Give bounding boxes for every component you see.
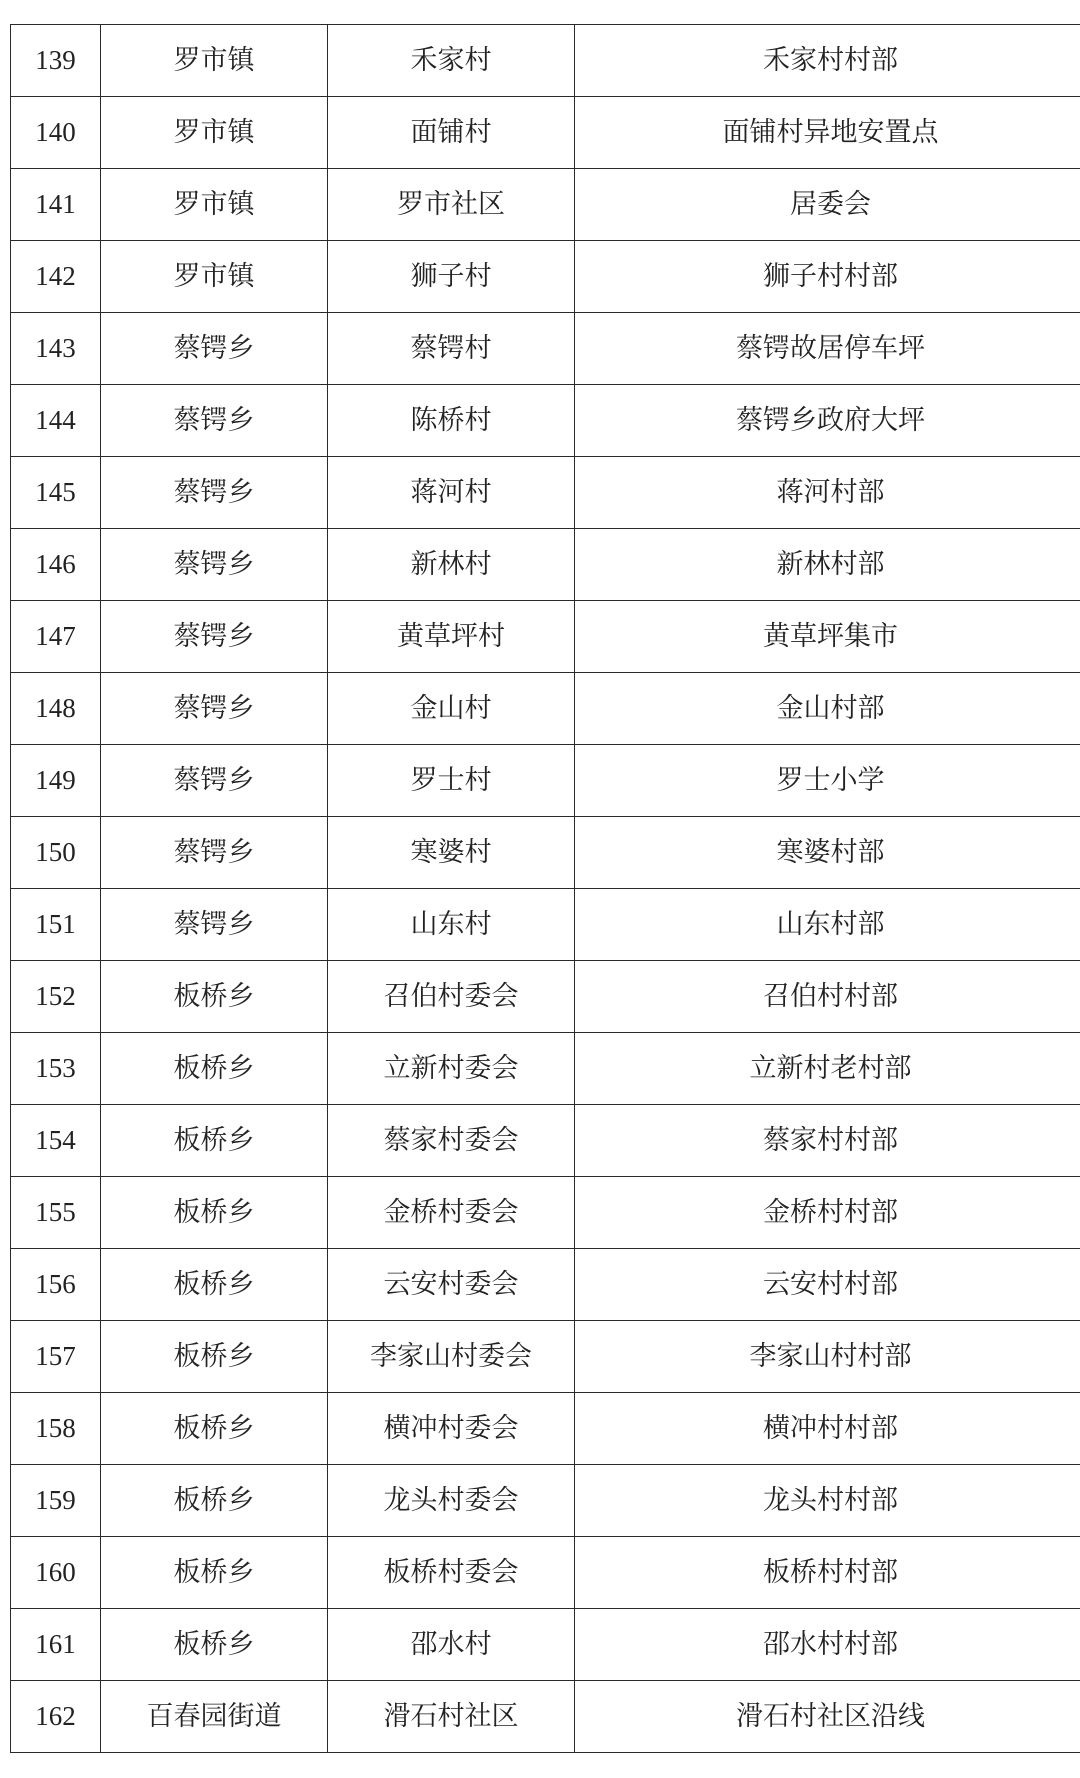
row-number-cell: 157 (11, 1321, 101, 1393)
village-cell: 罗士村 (328, 745, 575, 817)
table-row (11, 1105, 1080, 1177)
site-cell: 罗士小学 (575, 745, 1080, 817)
village-cell: 蔡锷村 (328, 313, 575, 385)
site-cell: 黄草坪集市 (575, 601, 1080, 673)
row-number-cell: 150 (11, 817, 101, 889)
township-cell: 板桥乡 (101, 961, 328, 1033)
village-cell: 面铺村 (328, 97, 575, 169)
row-number-cell: 152 (11, 961, 101, 1033)
row-number-cell: 143 (11, 313, 101, 385)
row-number-cell: 153 (11, 1033, 101, 1105)
row-number-cell: 154 (11, 1105, 101, 1177)
table-row (11, 385, 1080, 457)
table-row (11, 889, 1080, 961)
village-cell: 龙头村委会 (328, 1465, 575, 1537)
village-cell: 黄草坪村 (328, 601, 575, 673)
row-number-cell: 160 (11, 1537, 101, 1609)
table-row (11, 313, 1080, 385)
township-cell: 罗市镇 (101, 169, 328, 241)
table-row (11, 673, 1080, 745)
site-cell: 板桥村村部 (575, 1537, 1080, 1609)
township-cell: 蔡锷乡 (101, 385, 328, 457)
township-cell: 蔡锷乡 (101, 673, 328, 745)
table-row (11, 745, 1080, 817)
table-row (11, 1177, 1080, 1249)
village-cell: 横冲村委会 (328, 1393, 575, 1465)
village-cell: 禾家村 (328, 25, 575, 97)
township-cell: 板桥乡 (101, 1609, 328, 1681)
site-cell: 狮子村村部 (575, 241, 1080, 313)
table-row (11, 25, 1080, 97)
table-row (11, 529, 1080, 601)
site-cell: 居委会 (575, 169, 1080, 241)
township-cell: 板桥乡 (101, 1105, 328, 1177)
site-cell: 蒋河村部 (575, 457, 1080, 529)
township-cell: 板桥乡 (101, 1249, 328, 1321)
village-cell: 蔡家村委会 (328, 1105, 575, 1177)
table-row (11, 169, 1080, 241)
row-number-cell: 162 (11, 1681, 101, 1753)
site-cell: 邵水村村部 (575, 1609, 1080, 1681)
site-cell: 云安村村部 (575, 1249, 1080, 1321)
site-cell: 横冲村村部 (575, 1393, 1080, 1465)
row-number-cell: 147 (11, 601, 101, 673)
row-number-cell: 158 (11, 1393, 101, 1465)
township-cell: 板桥乡 (101, 1321, 328, 1393)
site-cell: 禾家村村部 (575, 25, 1080, 97)
site-cell: 滑石村社区沿线 (575, 1681, 1080, 1753)
site-cell: 金山村部 (575, 673, 1080, 745)
row-number-cell: 145 (11, 457, 101, 529)
township-cell: 罗市镇 (101, 241, 328, 313)
village-cell: 李家山村委会 (328, 1321, 575, 1393)
village-cell: 云安村委会 (328, 1249, 575, 1321)
township-cell: 罗市镇 (101, 25, 328, 97)
village-cell: 滑石村社区 (328, 1681, 575, 1753)
table-row (11, 1465, 1080, 1537)
row-number-cell: 148 (11, 673, 101, 745)
table-row (11, 961, 1080, 1033)
site-cell: 新林村部 (575, 529, 1080, 601)
table-row (11, 1609, 1080, 1681)
township-cell: 罗市镇 (101, 97, 328, 169)
table-row (11, 1033, 1080, 1105)
village-cell: 新林村 (328, 529, 575, 601)
village-cell: 罗市社区 (328, 169, 575, 241)
site-cell: 李家山村村部 (575, 1321, 1080, 1393)
row-number-cell: 146 (11, 529, 101, 601)
row-number-cell: 139 (11, 25, 101, 97)
township-cell: 板桥乡 (101, 1177, 328, 1249)
row-number-cell: 142 (11, 241, 101, 313)
row-number-cell: 155 (11, 1177, 101, 1249)
township-cell: 蔡锷乡 (101, 889, 328, 961)
location-table (10, 24, 1080, 1753)
site-cell: 蔡家村村部 (575, 1105, 1080, 1177)
table-row (11, 1393, 1080, 1465)
site-cell: 蔡锷乡政府大坪 (575, 385, 1080, 457)
table-row (11, 241, 1080, 313)
document-table-container (10, 24, 1080, 1753)
table-row (11, 1537, 1080, 1609)
row-number-cell: 156 (11, 1249, 101, 1321)
row-number-cell: 161 (11, 1609, 101, 1681)
village-cell: 立新村委会 (328, 1033, 575, 1105)
table-row (11, 601, 1080, 673)
township-cell: 板桥乡 (101, 1465, 328, 1537)
table-row (11, 97, 1080, 169)
row-number-cell: 141 (11, 169, 101, 241)
table-body (11, 25, 1080, 1753)
village-cell: 邵水村 (328, 1609, 575, 1681)
village-cell: 召伯村委会 (328, 961, 575, 1033)
township-cell: 蔡锷乡 (101, 457, 328, 529)
site-cell: 龙头村村部 (575, 1465, 1080, 1537)
row-number-cell: 149 (11, 745, 101, 817)
township-cell: 板桥乡 (101, 1393, 328, 1465)
village-cell: 金山村 (328, 673, 575, 745)
township-cell: 板桥乡 (101, 1537, 328, 1609)
village-cell: 陈桥村 (328, 385, 575, 457)
site-cell: 金桥村村部 (575, 1177, 1080, 1249)
township-cell: 板桥乡 (101, 1033, 328, 1105)
row-number-cell: 159 (11, 1465, 101, 1537)
village-cell: 山东村 (328, 889, 575, 961)
site-cell: 蔡锷故居停车坪 (575, 313, 1080, 385)
table-row (11, 1321, 1080, 1393)
village-cell: 金桥村委会 (328, 1177, 575, 1249)
site-cell: 山东村部 (575, 889, 1080, 961)
table-row (11, 1249, 1080, 1321)
site-cell: 面铺村异地安置点 (575, 97, 1080, 169)
table-row (11, 817, 1080, 889)
township-cell: 蔡锷乡 (101, 601, 328, 673)
township-cell: 蔡锷乡 (101, 529, 328, 601)
township-cell: 百春园街道 (101, 1681, 328, 1753)
township-cell: 蔡锷乡 (101, 817, 328, 889)
table-row (11, 457, 1080, 529)
township-cell: 蔡锷乡 (101, 745, 328, 817)
site-cell: 寒婆村部 (575, 817, 1080, 889)
site-cell: 召伯村村部 (575, 961, 1080, 1033)
village-cell: 寒婆村 (328, 817, 575, 889)
row-number-cell: 144 (11, 385, 101, 457)
village-cell: 板桥村委会 (328, 1537, 575, 1609)
row-number-cell: 151 (11, 889, 101, 961)
table-row (11, 1681, 1080, 1753)
site-cell: 立新村老村部 (575, 1033, 1080, 1105)
township-cell: 蔡锷乡 (101, 313, 328, 385)
village-cell: 狮子村 (328, 241, 575, 313)
village-cell: 蒋河村 (328, 457, 575, 529)
row-number-cell: 140 (11, 97, 101, 169)
